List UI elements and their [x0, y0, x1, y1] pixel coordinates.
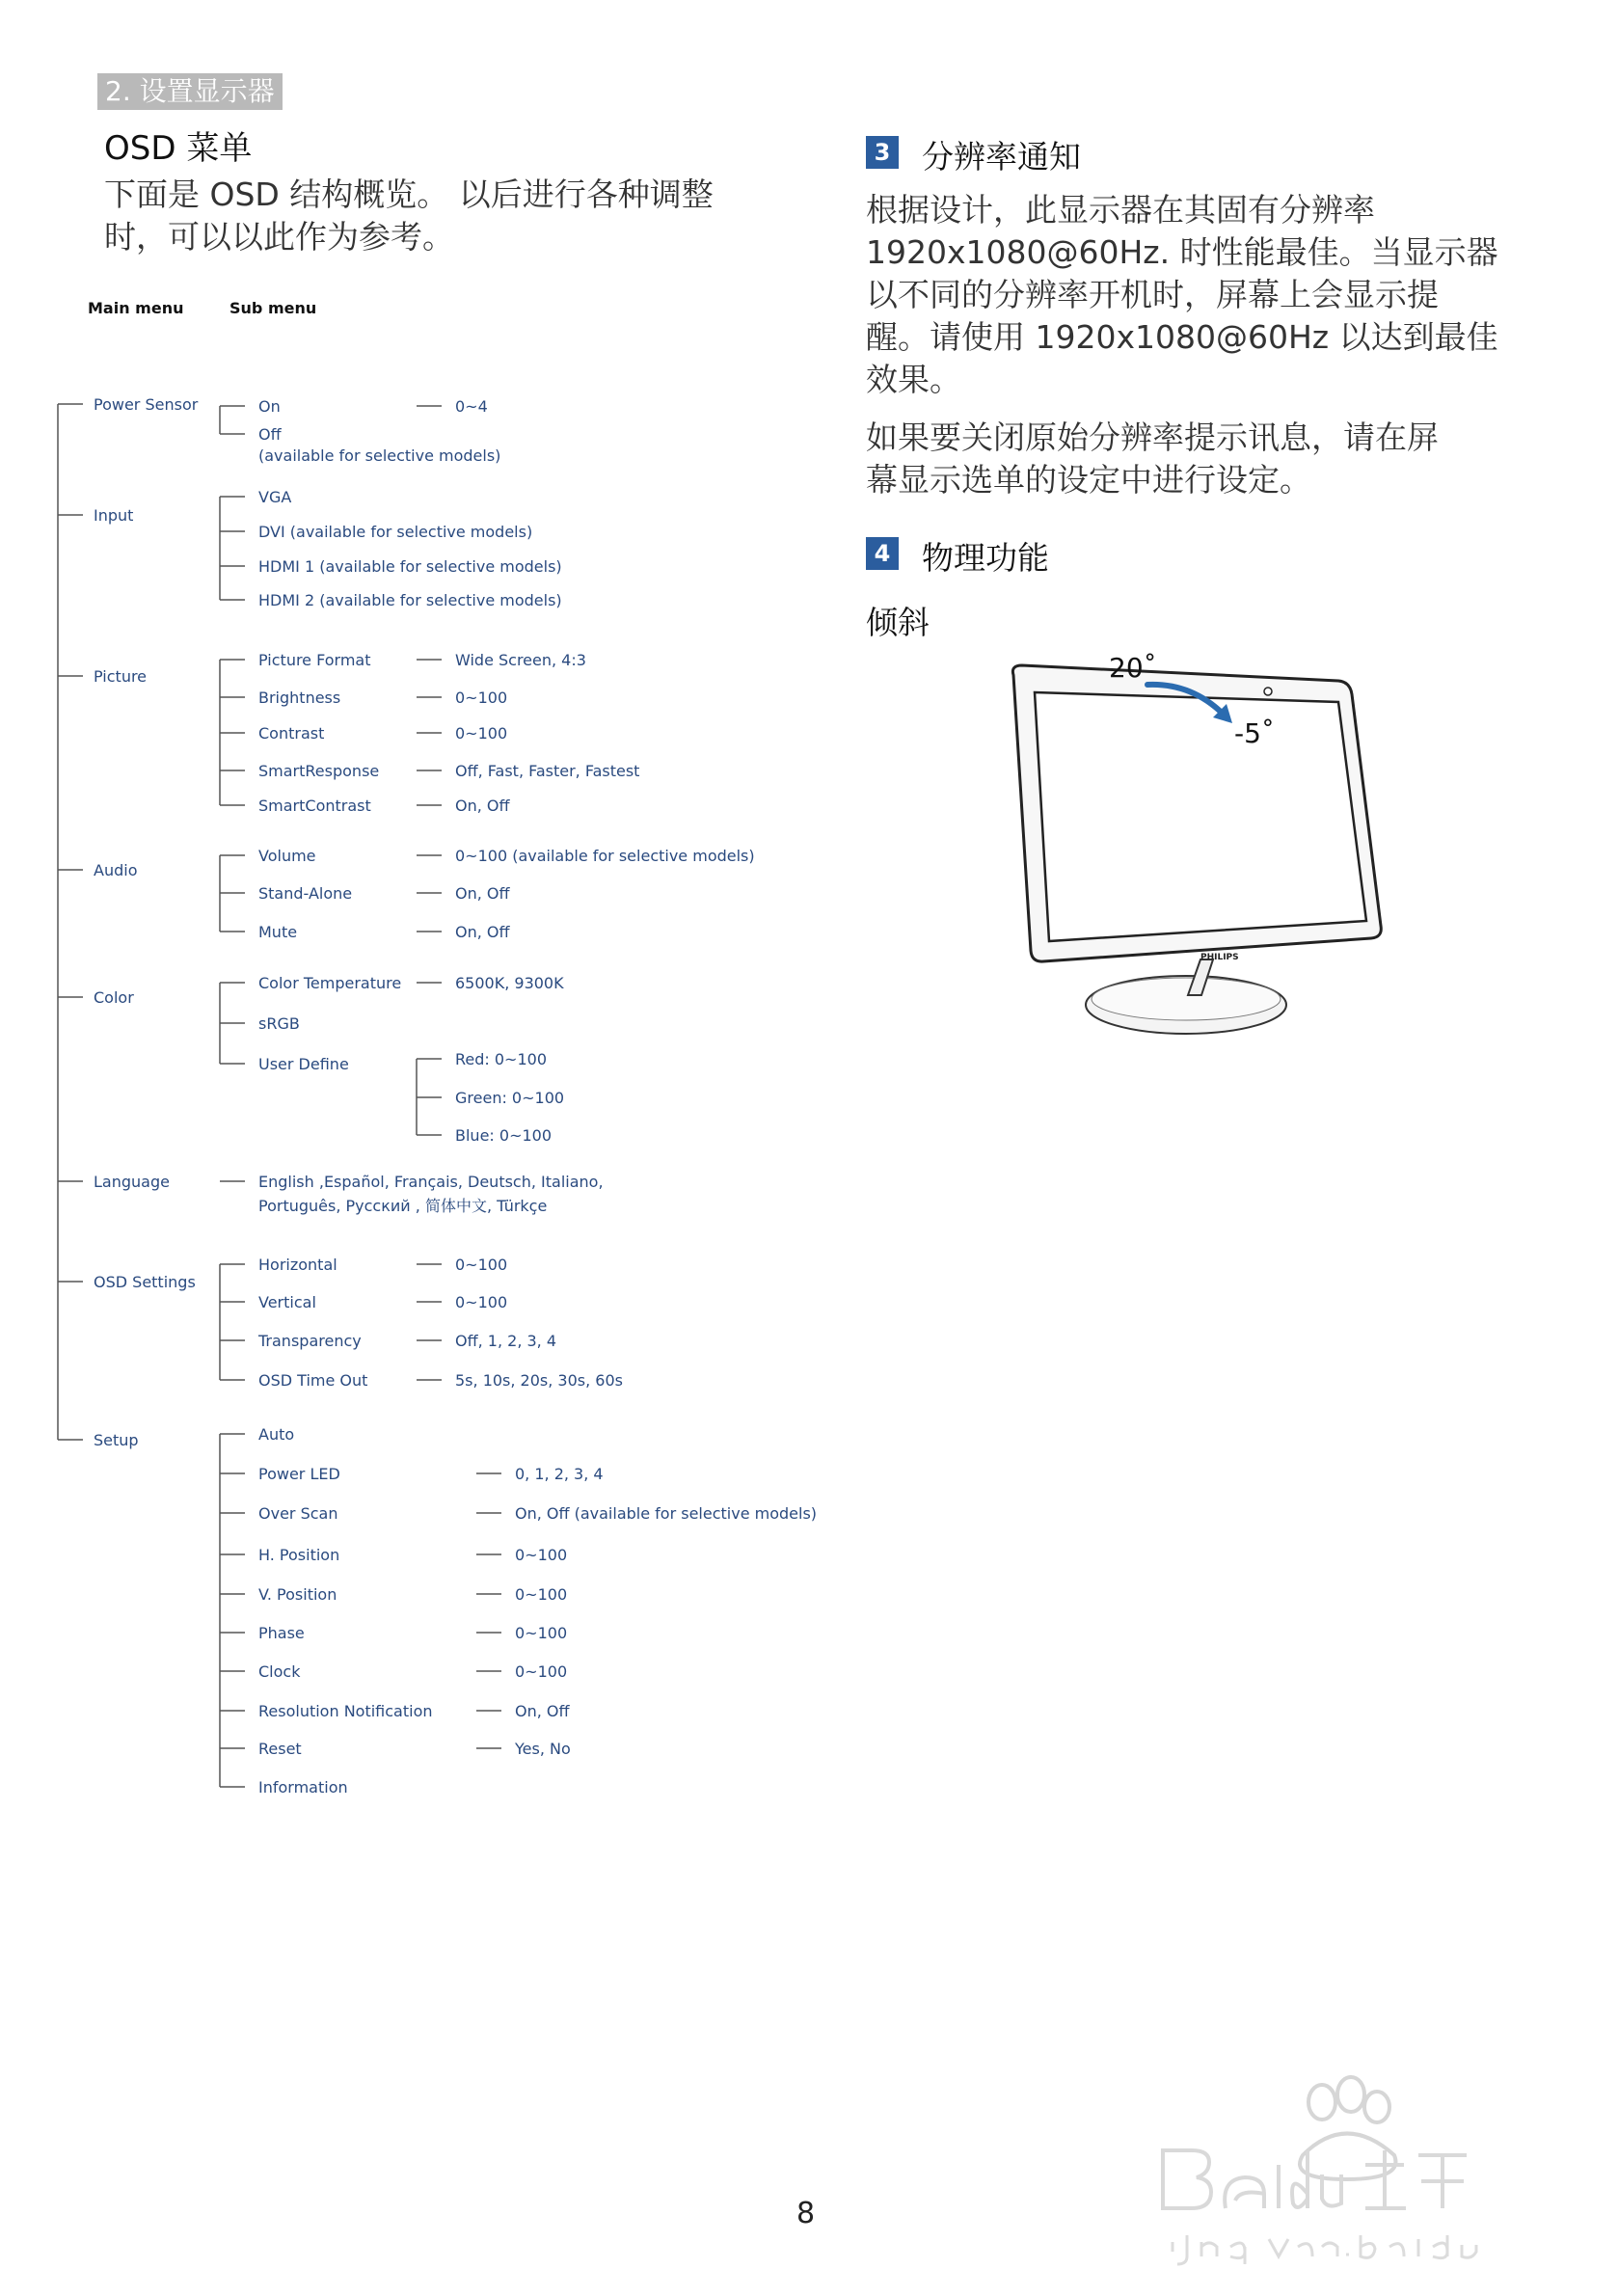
tilt-back-angle: 20˚	[1109, 652, 1157, 684]
sub-menu-value: 0~100	[455, 724, 508, 743]
section-3-number: 3	[866, 136, 899, 169]
sub-menu-item: Color Temperature	[258, 974, 402, 992]
sub-menu-value: 0~100	[515, 1624, 568, 1642]
main-menu-item: OSD Settings	[94, 1273, 196, 1291]
sub-menu-value: 0~100	[455, 1256, 508, 1274]
section-4-title: 物理功能	[922, 539, 1049, 577]
sub-menu-value: 0~100	[515, 1546, 568, 1564]
paragraph-line: 如果要关闭原始分辨率提示讯息，请在屏	[866, 419, 1439, 456]
sub-menu-item: Vertical	[258, 1293, 316, 1311]
sub-menu-value: 0~100	[515, 1585, 568, 1604]
sub-menu-item: User Define	[258, 1055, 349, 1073]
sub-menu-item: Power LED	[258, 1465, 340, 1483]
tilt-forward-angle: -5˚	[1234, 717, 1275, 749]
sub-menu-item: HDMI 2 (available for selective models)	[258, 591, 562, 609]
sub-menu-value: 0~100 (available for selective models)	[455, 847, 755, 865]
watermark-logo	[1153, 2073, 1539, 2266]
sub-menu-item: DVI (available for selective models)	[258, 523, 533, 541]
webcam-dot	[1264, 688, 1272, 695]
sub-menu-value: On, Off	[515, 1702, 570, 1720]
paw-toe	[1337, 2077, 1364, 2112]
sub-menu-item: Brightness	[258, 689, 341, 707]
paragraph-line: 1920x1080@60Hz. 时性能最佳。当显示器	[866, 233, 1498, 271]
main-menu-item: Input	[94, 506, 134, 525]
main-menu-item: Audio	[94, 861, 138, 879]
main-menu-header: Main menu	[88, 299, 184, 317]
monitor-brand-logo: PHILIPS	[1200, 953, 1239, 962]
page-number: 8	[796, 2197, 816, 2230]
sub-menu-item: sRGB	[258, 1014, 300, 1033]
tilt-subtitle: 倾斜	[866, 604, 930, 641]
sub-menu-value: Red: 0~100	[455, 1050, 547, 1068]
watermark-url	[1173, 2235, 1476, 2264]
sub-menu-item: HDMI 1 (available for selective models)	[258, 557, 562, 576]
sub-menu-value: 5s, 10s, 20s, 30s, 60s	[455, 1371, 623, 1390]
sub-menu-value: Wide Screen, 4:3	[455, 651, 586, 669]
sub-menu-item: Off	[258, 425, 282, 444]
section-3-title: 分辨率通知	[922, 138, 1081, 176]
main-menu-item: Color	[94, 988, 134, 1007]
paragraph-line: 效果。	[866, 361, 961, 398]
sub-menu-item: Mute	[258, 923, 298, 941]
sub-menu-value: Off, Fast, Faster, Fastest	[455, 762, 640, 780]
watermark-lettering	[1163, 2150, 1467, 2208]
sub-menu-value: 0~100	[455, 1293, 508, 1311]
sub-menu-item-note: (available for selective models)	[258, 446, 501, 465]
paw-toe	[1364, 2092, 1389, 2122]
monitor-tilt-illustration	[1003, 636, 1398, 1041]
section-3-paragraph-1	[866, 189, 1498, 401]
sub-menu-value: 6500K, 9300K	[455, 974, 564, 992]
sub-menu-value: On, Off	[455, 884, 510, 903]
sub-menu-value: On, Off	[455, 797, 510, 815]
main-menu-item: Power Sensor	[94, 395, 199, 414]
sub-menu-value: On, Off	[455, 923, 510, 941]
sub-menu-value: On, Off (available for selective models)	[515, 1504, 818, 1523]
sub-menu-item: Phase	[258, 1624, 305, 1642]
main-menu-item: Language	[94, 1173, 170, 1191]
paragraph-line: 幕显示选单的设定中进行设定。	[866, 461, 1311, 499]
sub-menu-value: Off, 1, 2, 3, 4	[455, 1332, 557, 1350]
main-menu-item: Picture	[94, 667, 148, 686]
sub-menu-item: V. Position	[258, 1585, 337, 1604]
sub-menu-value: 0~100	[515, 1662, 568, 1681]
sub-menu-item: Stand-Alone	[258, 884, 353, 903]
sub-menu-item: Information	[258, 1778, 348, 1796]
paragraph-line: 以不同的分辨率开机时，屏幕上会显示提	[866, 276, 1439, 313]
sub-menu-item: On	[258, 397, 281, 416]
sub-menu-value: 0~100	[455, 689, 508, 707]
paw-toe	[1308, 2085, 1335, 2120]
paw-pad	[1300, 2134, 1395, 2180]
sub-menu-value: Green: 0~100	[455, 1089, 565, 1107]
osd-intro-line: 下面是 OSD 结构概览。 以后进行各种调整	[104, 176, 714, 213]
sub-menu-item: Horizontal	[258, 1256, 337, 1274]
sub-menu-item: H. Position	[258, 1546, 340, 1564]
sub-menu-value: 0, 1, 2, 3, 4	[515, 1465, 604, 1483]
sub-menu-item: SmartContrast	[258, 797, 371, 815]
sub-menu-item: Reset	[258, 1740, 302, 1758]
sub-menu-item: Volume	[258, 847, 316, 865]
osd-intro-line: 时，可以以此作为参考。	[104, 218, 454, 256]
osd-title: OSD 菜单	[104, 129, 253, 168]
stand-base-top	[1092, 978, 1281, 1020]
sub-menu-item: VGA	[258, 488, 292, 506]
sub-menu-item: OSD Time Out	[258, 1371, 368, 1390]
sub-menu-item: Auto	[258, 1425, 295, 1444]
sub-menu-header: Sub menu	[229, 299, 317, 317]
sub-menu-item: Over Scan	[258, 1504, 338, 1523]
paragraph-line: 根据设计，此显示器在其固有分辨率	[866, 191, 1375, 229]
sub-menu-item: English ,Español, Français, Deutsch, Italiano,	[258, 1173, 604, 1191]
sub-menu-item-note: Português, Русский , 简体中文, Türkçe	[258, 1197, 548, 1215]
sub-menu-item: SmartResponse	[258, 762, 380, 780]
sub-menu-item: Transparency	[258, 1332, 362, 1350]
paragraph-line: 醒。请使用 1920x1080@60Hz 以达到最佳	[866, 318, 1498, 356]
section-4-number: 4	[866, 537, 899, 570]
section-3-paragraph-2	[866, 417, 1439, 501]
main-menu-item: Setup	[94, 1431, 139, 1449]
sub-menu-item: Picture Format	[258, 651, 371, 669]
chapter-tag: 2. 设置显示器	[97, 73, 283, 110]
sub-menu-value: Blue: 0~100	[455, 1126, 553, 1145]
sub-menu-item: Clock	[258, 1662, 301, 1681]
sub-menu-value: 0~4	[455, 397, 488, 416]
monitor-screen	[1035, 692, 1366, 941]
sub-menu-item: Resolution Notification	[258, 1702, 433, 1720]
sub-menu-item: Contrast	[258, 724, 325, 743]
sub-menu-value: Yes, No	[515, 1740, 571, 1758]
